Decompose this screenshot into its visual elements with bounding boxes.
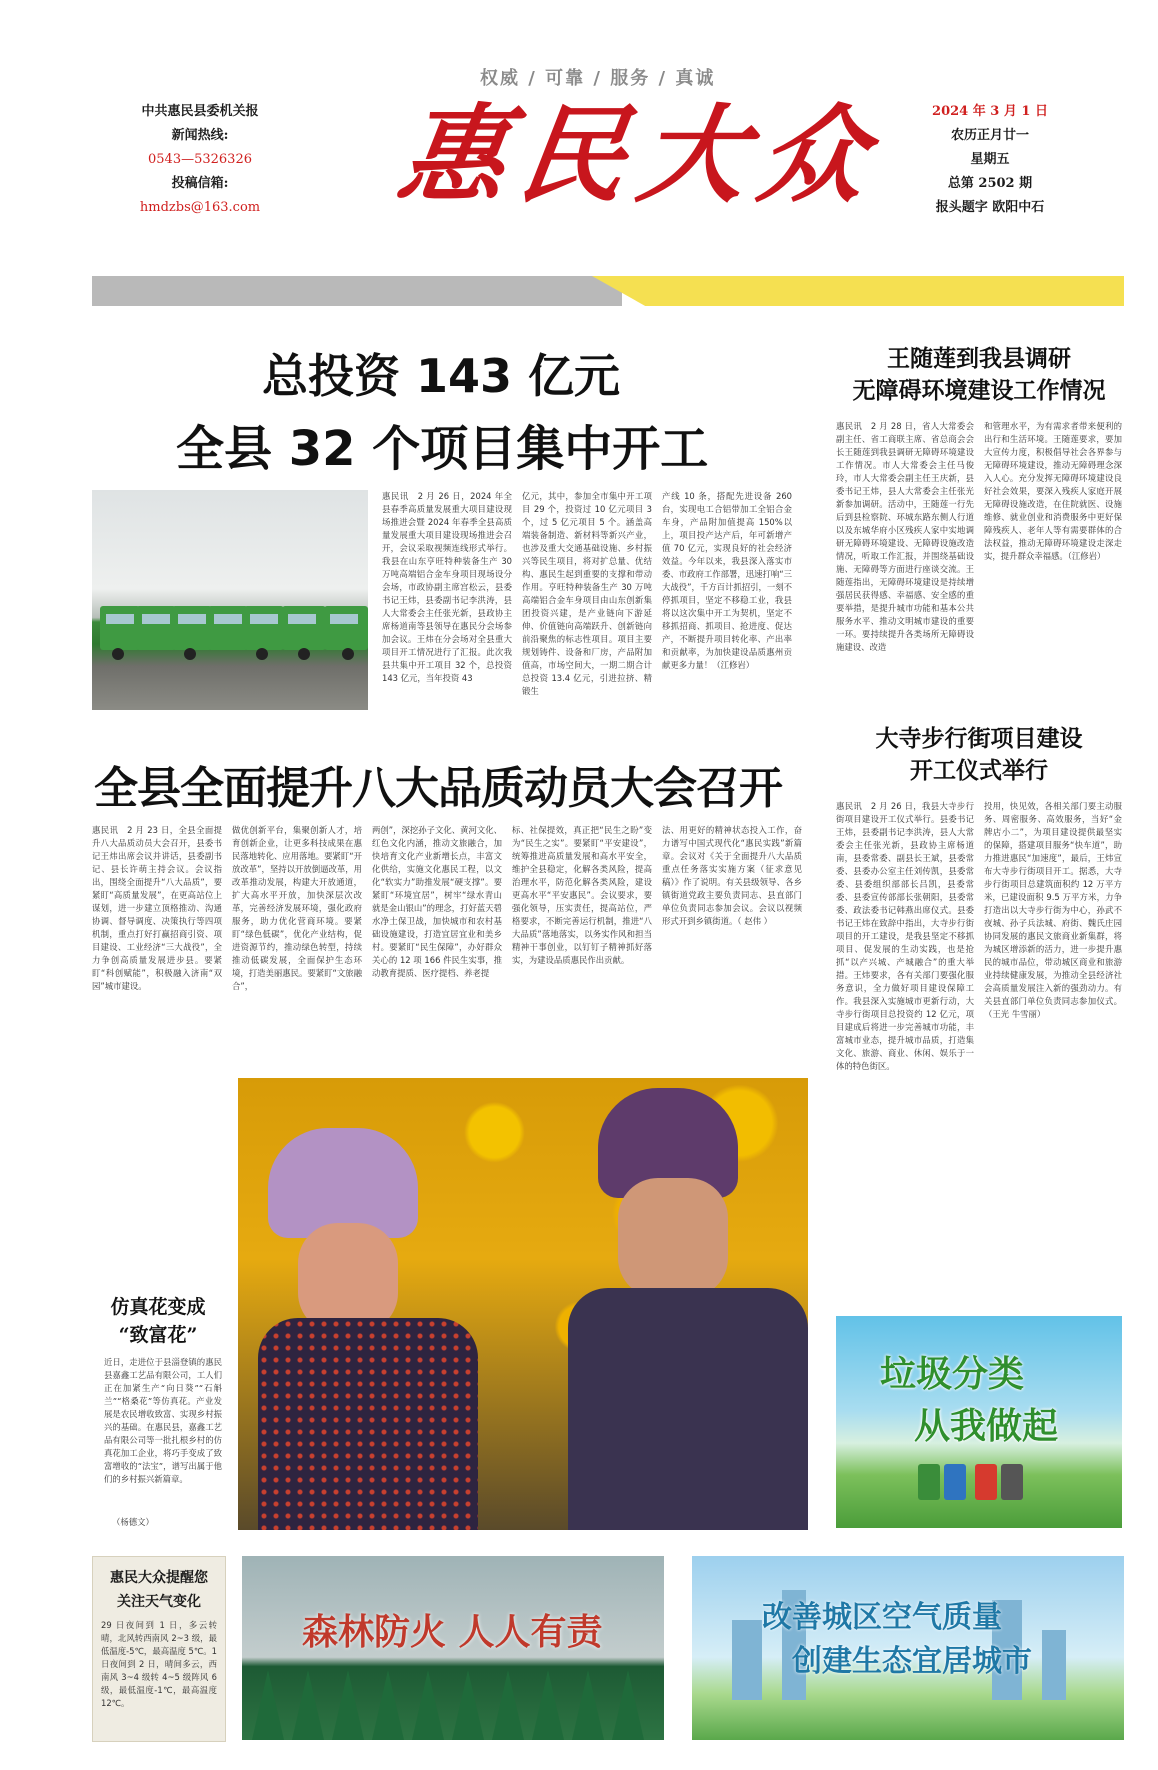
issue-number: 总第 2502 期: [947, 176, 1033, 191]
forest-fire-ad: [242, 1556, 664, 1740]
masthead-left-info: [120, 100, 280, 220]
publisher: 中共惠民县委机关报: [141, 104, 259, 119]
masthead-right-info: [920, 100, 1060, 220]
email-address[interactable]: hmdzbs@163.com: [139, 200, 261, 215]
quality-column-2: 做优创新平台，集聚创新人才，培育创新企业，让更多科技成果在惠民落地转化、应用落地。要紧盯“开放改革”，坚持以开放倒逼改革，用改革推动发展，构建大开放通道，扩大高水平开放，加快深层次改革，完善经济发展环境，强化政府服务，助力优化营商环境。要紧盯“绿色低碳”，优化产业结构，促进资源节约，推动绿色转型，持续推动低碳发展，全面保护生态环境，打造美丽惠民。要紧盯“文旅融合”，: [232, 825, 362, 991]
issue-date: 2024 年 3 月 1 日: [932, 104, 1048, 119]
air-quality-ad: [692, 1556, 1124, 1740]
flowers-body: 近日，走进位于县淄登镇的惠民县嘉鑫工艺品有限公司，工人们正在加紧生产“向日葵”“石斛兰”“格桑花”等仿真花。产业发展是农民增收致富、实现乡村振兴的基础。在惠民县，嘉鑫工艺品有限公司等一批扎根乡村的仿真花加工企业，将巧手变成了致富增收的“法宝”，谱写出属于他们的乡村振兴新篇章。: [104, 1357, 222, 1484]
barrier-headline-1: 王随莲到我县调研: [887, 345, 1071, 372]
walkstreet-headline-2: 开工仪式举行: [910, 757, 1048, 784]
flowers-headline-2: “致富花”: [118, 1324, 198, 1346]
lead-column-1: 惠民讯 2 月 26 日，2024 年全县春季高质量发展重大项目建设现场推进会暨 2024 年春季全县高质量发展重大项目建设现场推进会召开，会议采取视频连线形式举行。我县在山东亨旺特种装备生产 30 万吨高端铝合金车身项目现场设分会场，市政协副主席宫松云，县委书记王炜，县委副书记李洪涛，县人大常委会主任张光新，县政协主席杨道南等县领导在惠民分会场参加会议。王炜在分会场对全县重大项目开工情况进行了汇报。此次我县共集中开工项目 32 个，总投资 143 亿元，当年投资 43: [382, 491, 512, 683]
garbage-sorting-ad: [836, 1316, 1122, 1528]
lead-column-3: 产线 10 条，搭配先进设备 260 台，实现电工合铝带加工全铝合金车身，产品附加值提高 150%以上，项目投产达产后，年可新增产值 70 亿元，实现良好的社会经济效益。今年以来，我县深入落实市委、市政府工作部署，迅速打响“三大战役”，千方百计抓招引，一刻不停抓项目，坚定不移稳工业，我县将以这次集中开工为契机，坚定不移抓招商、抓项目、抢进度、促达产，不断提升项目转化率、产出率和贡献率，为加快建设品质惠州贡献更多力量！（江修岩）: [662, 491, 792, 670]
quality-column-3: 两创”，深挖孙子文化、黄河文化、红色文化内涵，推动文旅融合，加快培育文化产业新增长点，丰富文化供给，实施文化惠民工程，以文化“软实力”助推发展“硬支撑”。要紧盯“环境宜居”，树牢“绿水青山就是金山银山”的理念，打好蓝天碧水净土保卫战，加快城市和农村基础设施建设，打造宜居宜业和美乡村。要紧盯“民生保障”，办好群众关心的 12 项 166 件民生实事，推动教育提质、医疗提档、养老提: [372, 825, 502, 978]
forest-ad-slogan: 森林防火 人人有责: [302, 1612, 603, 1653]
calligraphy-credit: 报头题字 欧阳中石: [935, 200, 1045, 215]
lunar-date: 农历正月廿一: [950, 128, 1029, 143]
barrier-headline-2: 无障碍环境建设工作情况: [852, 377, 1106, 404]
flowers-byline: （杨德文）: [112, 1517, 154, 1527]
quality-column-4: 标、社保提效，真正把“民生之盼”变为“民生之实”。要紧盯“平安建设”，统筹推进高质量发展和高水平安全，维护全县稳定，化解各类风险，提高治理水平，防范化解各类风险，建设更高水平“平安惠民”。会议要求，要强化领导，压实责任，提高站位，严格要求，不断完善运行机制，推进“八大品质”落地落实，以务实作风和担当精神干事创业，以钉钉子精神抓好落实，为建设品质惠民作出贡献。: [512, 825, 652, 965]
flowers-headline-1: 仿真花变成: [110, 1296, 206, 1318]
header-band-grey: [92, 276, 622, 306]
hotline-label: 新闻热线:: [171, 128, 229, 143]
walkstreet-column-2: 投用，快见效，各相关部门要主动服务、周密服务、高效服务，当好“金牌店小二”，为项目建设提供最坚实的保障，搭建项目服务“快车道”，助力推进惠民“加速度”，最后，王炜宣布大寺步行街项目开工。据悉，大寺步行街项目总建筑面积约 12 万平方米，已建设面积 9.5 万平方米，力争打造出以大寺步行街为中心，孙武不夜城、孙子兵法城、府街、魏氏庄园协同发展的惠民文旅商业新集群，将为城区增添新的活力，进一步提升惠民的城市品位，带动城区商业和旅游业持续健康发展，为推动全县经济社会高质量发展注入新的强劲动力。有关县直部门单位负责同志参加仪式。（王光 牛雪丽）: [984, 801, 1122, 1019]
barrier-column-1: 惠民讯 2 月 28 日，省人大常委会副主任、省工商联主席、省总商会会长王随莲到我县调研无障碍环境建设工作情况。市人大常委会主任马俊玲，市人大常委会副主任王庆新，县委书记王炜，县人大常委会主任张光新参加调研。活动中，王随莲一行先后到县检察院、环城东路东侧人行道以及东城华府小区残疾人家中实地调研无障碍环境建设、无障碍设施改造情况，听取工作汇报，并围绕基础设施、无障碍等方面进行座谈交流。王随莲指出，无障碍环境建设是持续增强居民获得感、幸福感、安全感的重要举措，是提升城市功能和基本公共服务水平、推动文明城市建设的重要一环。要持续提升各类场所无障碍设施建设、改造: [836, 421, 974, 652]
weather-box: [92, 1556, 226, 1742]
garbage-ad-line-1: 垃圾分类: [880, 1354, 1025, 1395]
quality-headline: 全县全面提升八大品质动员大会召开: [94, 763, 782, 814]
walkstreet-headline-1: 大寺步行街项目建设: [875, 725, 1083, 752]
air-ad-line-2: 创建生态宜居城市: [792, 1644, 1032, 1679]
lead-column-2: 亿元，其中，参加全市集中开工项目 29 个，投资过 10 亿元项目 3 个，过 5 亿元项目 5 个。涵盖高端装备制造、新材料等新兴产业，也涉及重大交通基础设施、乡村振兴等民生项目，将对扩总量、优结构、惠民生起到重要的支撑和带动作用。亨旺特种装备生产 30 万吨高端铝合金车身项目由山东创新集团投资兴建，是产业链向下游延伸、价值链向高端跃升、创新链向前沿聚焦的标志性项目。项目主要规划铸件、设备和厂房，产品附加值高，市场空间大，一期二期合计总投资 13.4 亿元，引进拉挤、精锻生: [522, 491, 652, 696]
barrier-column-2: 和管理水平，为有需求者带来便利的出行和生活环境。王随莲要求，要加大宣传力度，积极倡导社会各界参与无障碍环境建设，推动无障碍理念深入人心。充分发挥无障碍环境建设良好社会效果，要深入残疾人家庭开展无障碍设施改造，在住院就医、设施维修、就业创业和消费服务中更好保障残疾人、老年人等有需要群体的合法权益，推动无障碍环境建设走深走实，提升群众幸福感。（江修岩）: [984, 421, 1122, 561]
weather-title-2: 关注天气变化: [117, 1594, 201, 1610]
lead-headline-2: 全县 32 个项目集中开工: [176, 421, 709, 477]
newspaper-title: 惠民大众: [391, 92, 889, 217]
weather-forecast: 29 日夜间到 1 日，多云转晴，北风转西南风 2~3 级，最低温度-5℃，最高温度 5℃。1 日夜间到 2 日，晴间多云，西南风 3~4 级转 4~5 级阵风 6 级，最低温度-1℃，最高温度 12℃。: [101, 1620, 217, 1708]
garbage-ad-line-2: 从我做起: [914, 1406, 1059, 1447]
truck-photo: [92, 490, 368, 710]
header-band-yellow: [592, 276, 1124, 306]
email-label: 投稿信箱:: [171, 176, 229, 191]
slogan: 权威 / 可靠 / 服务 / 真诚: [480, 68, 716, 89]
quality-column-5: 法、用更好的精神状态投入工作，奋力谱写中国式现代化“惠民实践”新篇章。会议对《关于全面提升八大品质重点任务落实实施方案（征求意见稿）》作了说明。有关县级领导、各乡镇街道党政主要负责同志、县直部门单位负责同志参加会议。会议以视频形式开到乡镇街道。（ 赵伟 ）: [662, 825, 802, 926]
walkstreet-column-1: 惠民讯 2 月 26 日，我县大寺步行街项目建设开工仪式举行。县委书记王炜，县委副书记李洪涛，县人大常委会主任张光新，县政协主席杨道南，县委常委、副县长王斌，县委常委、县委办公室主任刘传凯，县委常委、县委组织部部长吕凯，县委常委、县委宣传部部长张朝阳，县委常委、政法委书记韩燕出席仪式。县委书记王炜在致辞中指出，大寺步行街项目的开工建设，是我县坚定不移抓项目、促发展的生动实践，也是抢抓“以产兴城、产城融合”的重大举措。王炜要求，各有关部门要强化服务意识，全力做好项目建设保障工作。我县深入实施城市更新行动，大寺步行街项目总投资约 12 亿元，项目建成后将进一步完善城市功能，丰富城市业态，提升城市品质，打造集文化、旅游、商业、休闲、娱乐于一体的特色街区。: [836, 801, 974, 1071]
weather-title-1: 惠民大众提醒您: [110, 1570, 208, 1586]
recycling-bins-icon: [918, 1464, 1027, 1504]
sunflower-photo: [238, 1078, 808, 1530]
weekday: 星期五: [970, 152, 1010, 167]
quality-column-1: 惠民讯 2 月 23 日，全县全面提升八大品质动员大会召开，县委书记王炜出席会议并讲话，县委副书记、县长许萌主持会议。会议指出，围绕全面提升“八大品质”，要紧盯“高质量发展”，在更高站位上谋划，进一步建立顶格推动、沟通协调、督导调度、决策执行等四项机制，重点打好打赢招商引资、项目建设、工业经济“三大战役”，全力争创高质量发展进步县。要紧盯“科创赋能”，积极融入济南“双园”城市建设。: [92, 825, 222, 991]
hotline-number[interactable]: 0543—5326326: [148, 152, 252, 167]
air-ad-line-1: 改善城区空气质量: [762, 1600, 1002, 1635]
lead-headline-1: 总投资 143 亿元: [262, 349, 621, 403]
